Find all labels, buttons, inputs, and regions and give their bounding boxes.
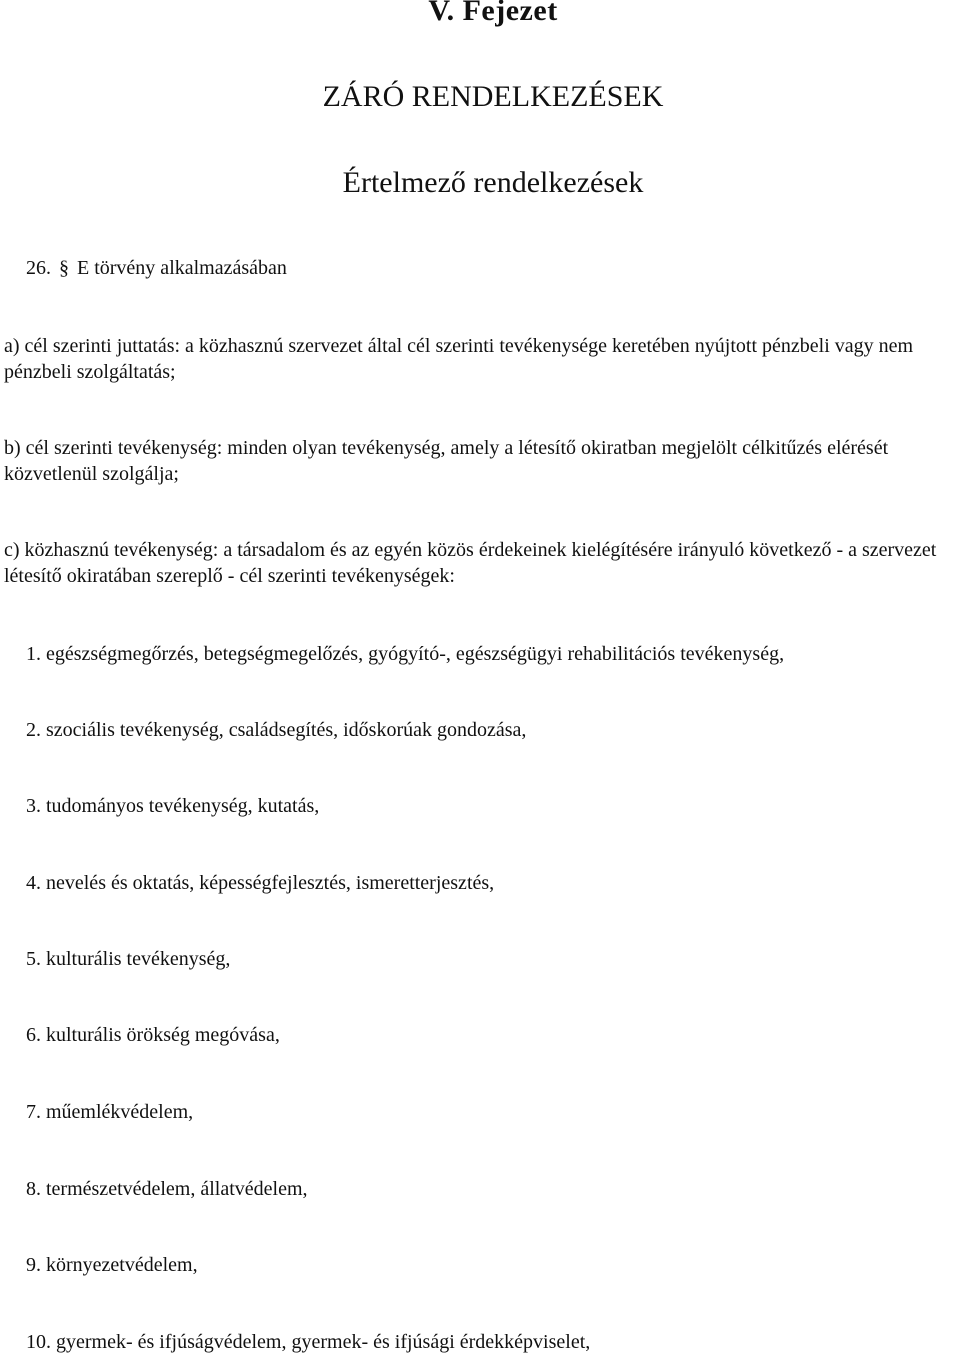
definition-letter: b) [4,437,21,459]
definition-term: cél szerinti juttatás: [24,335,181,357]
paragraph-symbol: § [59,257,69,279]
definition-c [4,537,958,589]
definition-term: közhasznú tevékenység: [24,539,219,561]
activity-item: 2. szociális tevékenység, családsegítés, időskorúak gondozása, [26,719,527,741]
activity-item: 8. természetvédelem, állatvédelem, [26,1178,308,1200]
subsection-title: Értelmező rendelkezések [342,166,644,199]
paragraph-intro: E törvény alkalmazásában [77,257,287,279]
definition-letter: c) [4,539,20,561]
activity-item: 6. kulturális örökség megóvása, [26,1024,280,1046]
section-title: ZÁRÓ RENDELKEZÉSEK [322,80,664,113]
definition-text: a közhasznú szervezet által cél szerinti tevékenysége keretében nyújtott pénzbeli vagy nem pénzbeli szolgáltatás; [4,335,914,383]
activity-item: 4. nevelés és oktatás, képességfejlesztés, ismeretterjesztés, [26,872,495,894]
paragraph-heading [26,255,287,281]
activity-item: 7. műemlékvédelem, [26,1101,194,1123]
activity-item: 5. kulturális tevékenység, [26,948,231,970]
definition-term: cél szerinti tevékenység: [25,437,223,459]
definition-letter: a) [4,335,20,357]
chapter-title: V. Fejezet [428,0,558,27]
activity-item: 1. egészségmegőrzés, betegségmegelőzés, gyógyító-, egészségügyi rehabilitációs tevékenység, [26,643,785,665]
activity-item: 3. tudományos tevékenység, kutatás, [26,795,320,817]
definition-text: minden olyan tevékenység, amely a létesítő okiratban megjelölt célkitűzés elérését közvetlenül szolgálja; [4,437,889,485]
paragraph-number: 26. [26,257,51,279]
activity-item: 9. környezetvédelem, [26,1254,198,1276]
activity-item: 10. gyermek- és ifjúságvédelem, gyermek- és ifjúsági érdekképviselet, [26,1331,591,1353]
definition-text: a társadalom és az egyén közös érdekeinek kielégítésére irányuló következő - a szervezet létesítő okiratában szereplő - cél szerinti tevékenységek: [4,539,937,587]
definition-b [4,435,958,487]
definition-a [4,333,958,385]
